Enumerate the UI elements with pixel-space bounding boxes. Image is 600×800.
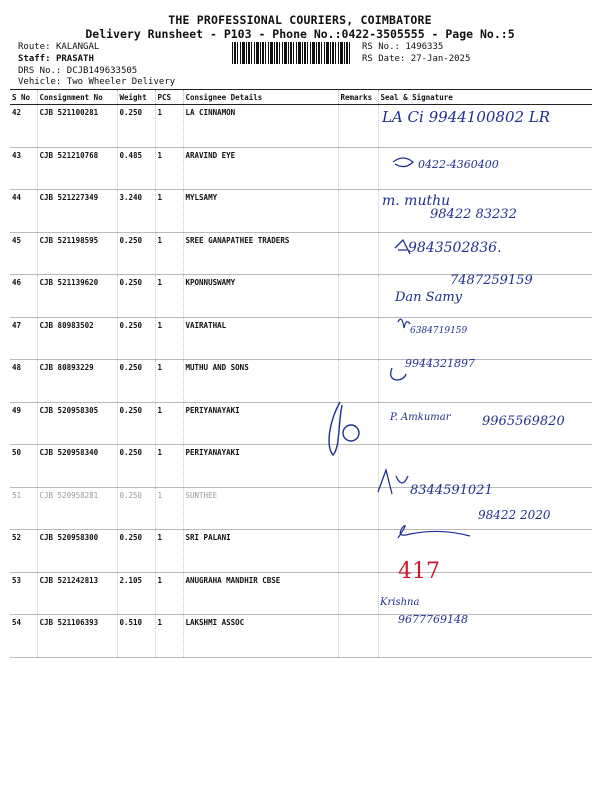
- handwritten-note: 417: [398, 559, 440, 584]
- cell-sno: 53: [10, 572, 37, 615]
- cell-weight: 0.485: [117, 147, 155, 190]
- cell-consignee: SUNTHEE: [183, 487, 338, 530]
- cell-consignment: CJB 521242813: [37, 572, 117, 615]
- cell-consignment: CJB 520958300: [37, 530, 117, 573]
- handwritten-note: P. Amkumar: [390, 412, 451, 423]
- cell-pcs: 1: [155, 572, 183, 615]
- vehicle-label: Vehicle:: [18, 77, 62, 87]
- col-sno: S No: [10, 90, 37, 105]
- rs-no-label: RS No.:: [362, 42, 400, 52]
- handwritten-note: 9965569820: [482, 414, 565, 429]
- cell-consignment: CJB 80893229: [37, 360, 117, 403]
- rs-date-value: 27-Jan-2025: [410, 54, 471, 64]
- cell-consignee: SRI PALANI: [183, 530, 338, 573]
- cell-weight: 0.250: [117, 105, 155, 148]
- cell-consignee: ANUGRAHA MANDHIR CBSE: [183, 572, 338, 615]
- cell-weight: 0.250: [117, 275, 155, 318]
- route-value: KALANGAL: [55, 42, 100, 52]
- rs-no-value: 1496335: [405, 42, 444, 52]
- cell-weight: 0.250: [117, 232, 155, 275]
- cell-pcs: 1: [155, 530, 183, 573]
- cell-weight: 0.250: [117, 317, 155, 360]
- handwritten-note: LA Ci 9944100802 LR: [382, 108, 551, 126]
- cell-sno: 50: [10, 445, 37, 488]
- handwritten-note: 8344591021: [410, 483, 493, 498]
- col-consignment: Consignment No: [37, 90, 117, 105]
- document-title: THE PROFESSIONAL COURIERS, COIMBATORE: [168, 13, 432, 27]
- cell-pcs: 1: [155, 445, 183, 488]
- handwritten-note: Krishna: [380, 597, 420, 608]
- col-consignee: Consignee Details: [183, 90, 338, 105]
- cell-sno: 48: [10, 360, 37, 403]
- cell-pcs: 1: [155, 147, 183, 190]
- cell-weight: 0.510: [117, 615, 155, 658]
- document-subtitle: Delivery Runsheet - P103 - Phone No.:0422-3505555 - Page No.:5: [85, 27, 515, 41]
- handwritten-note: 9677769148: [398, 613, 468, 626]
- col-pcs: PCS: [155, 90, 183, 105]
- handwritten-note: 98422 2020: [478, 508, 551, 522]
- cell-pcs: 1: [155, 232, 183, 275]
- cell-weight: 0.250: [117, 487, 155, 530]
- cell-consignee: KPONNUSWAMY: [183, 275, 338, 318]
- cell-consignee: LAKSHMI ASSOC: [183, 615, 338, 658]
- cell-consignee: VAIRATHAL: [183, 317, 338, 360]
- handwritten-note: 98422 83232: [430, 207, 517, 222]
- col-weight: Weight: [117, 90, 155, 105]
- cell-consignment: CJB 521106393: [37, 615, 117, 658]
- cell-pcs: 1: [155, 275, 183, 318]
- handwritten-note: Dan Samy: [395, 290, 463, 305]
- route-label: Route:: [18, 42, 51, 52]
- cell-consignee: MUTHU AND SONS: [183, 360, 338, 403]
- handwritten-note: 7487259159: [450, 273, 533, 288]
- col-signature: Seal & Signature: [378, 90, 592, 105]
- cell-consignee: ARAVIND EYE: [183, 147, 338, 190]
- vehicle-value: Two Wheeler Delivery: [66, 77, 176, 87]
- cell-consignee: SREE GANAPATHEE TRADERS: [183, 232, 338, 275]
- cell-pcs: 1: [155, 317, 183, 360]
- cell-pcs: 1: [155, 105, 183, 148]
- cell-pcs: 1: [155, 360, 183, 403]
- cell-sno: 52: [10, 530, 37, 573]
- cell-weight: 0.250: [117, 530, 155, 573]
- cell-sno: 44: [10, 190, 37, 233]
- cell-pcs: 1: [155, 190, 183, 233]
- cell-sno: 54: [10, 615, 37, 658]
- staff-value: PRASATH: [55, 54, 94, 64]
- cell-consignee: PERIYANAYAKI: [183, 402, 338, 445]
- cell-sno: 47: [10, 317, 37, 360]
- cell-consignment: CJB 520958340: [37, 445, 117, 488]
- handwritten-note: m. muthu: [382, 193, 451, 209]
- cell-consignment: CJB 521139620: [37, 275, 117, 318]
- handwritten-note: 9944321897: [405, 357, 475, 370]
- cell-pcs: 1: [155, 615, 183, 658]
- cell-consignment: CJB 520958281: [37, 487, 117, 530]
- cell-sno: 51: [10, 487, 37, 530]
- cell-sno: 43: [10, 147, 37, 190]
- cell-weight: 0.250: [117, 360, 155, 403]
- cell-consignment: CJB 521198595: [37, 232, 117, 275]
- cell-weight: 3.240: [117, 190, 155, 233]
- cell-sno: 42: [10, 105, 37, 148]
- cell-consignment: CJB 520958305: [37, 402, 117, 445]
- cell-consignee: LA CINNAMON: [183, 105, 338, 148]
- cell-pcs: 1: [155, 487, 183, 530]
- cell-consignee: PERIYANAYAKI: [183, 445, 338, 488]
- cell-weight: 0.250: [117, 402, 155, 445]
- handwritten-note: 9843502836.: [408, 240, 502, 256]
- cell-consignment: CJB 80983502: [37, 317, 117, 360]
- drs-value: DCJB149633505: [66, 66, 138, 76]
- rs-date-label: RS Date:: [362, 54, 406, 64]
- cell-consignment: CJB 521227349: [37, 190, 117, 233]
- cell-weight: 0.250: [117, 445, 155, 488]
- cell-consignment: CJB 521210768: [37, 147, 117, 190]
- handwritten-note: 6384719159: [410, 326, 468, 336]
- cell-pcs: 1: [155, 402, 183, 445]
- drs-label: DRS No.:: [18, 66, 62, 76]
- cell-sno: 49: [10, 402, 37, 445]
- cell-consignee: MYLSAMY: [183, 190, 338, 233]
- cell-weight: 2.105: [117, 572, 155, 615]
- col-remarks: Remarks: [338, 90, 378, 105]
- cell-sno: 45: [10, 232, 37, 275]
- cell-sno: 46: [10, 275, 37, 318]
- staff-label: Staff:: [18, 54, 51, 64]
- handwritten-note: 0422-4360400: [418, 158, 499, 171]
- cell-consignment: CJB 521100281: [37, 105, 117, 148]
